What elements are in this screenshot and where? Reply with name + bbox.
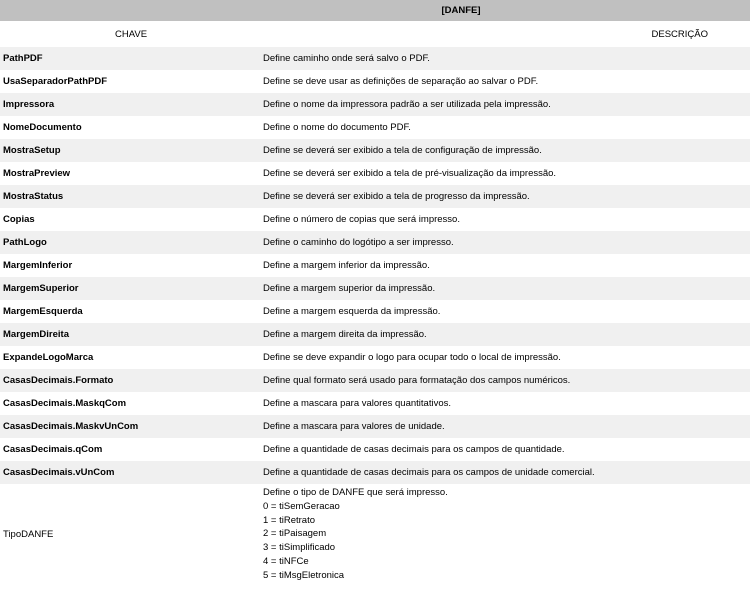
row-description: Define se deverá ser exibido a tela de pré-visualização da impressão. xyxy=(260,162,750,185)
row-description: Define a quantidade de casas decimais para os campos de unidade comercial. xyxy=(260,461,750,484)
row-key: MargemSuperior xyxy=(0,277,260,300)
table-row xyxy=(0,346,750,369)
row-key: MargemDireita xyxy=(0,323,260,346)
row-description: Define a margem superior da impressão. xyxy=(260,277,750,300)
option-item: 5 = tiMsgEletronica xyxy=(263,569,345,581)
table-row xyxy=(0,162,750,185)
option-item: 4 = tiNFCe xyxy=(263,555,309,567)
row-description: Define se deverá ser exibido a tela de progresso da impressão. xyxy=(260,185,750,208)
row-description: Define a mascara para valores quantitativos. xyxy=(260,392,750,415)
row-key: Copias xyxy=(0,208,260,231)
table-row xyxy=(0,323,750,346)
row-description: Define o número de copias que será impresso. xyxy=(260,208,750,231)
row-key: TipoDANFE xyxy=(0,484,260,585)
row-key: MostraStatus xyxy=(0,185,260,208)
table-row xyxy=(0,300,750,323)
table-row xyxy=(0,415,750,438)
table-row xyxy=(0,254,750,277)
row-description: Define a margem direita da impressão. xyxy=(260,323,750,346)
row-key: MargemEsquerda xyxy=(0,300,260,323)
row-key: Impressora xyxy=(0,93,260,116)
row-description: Define o caminho do logótipo a ser impresso. xyxy=(260,231,750,254)
row-description: Define se deve expandir o logo para ocupar todo o local de impressão. xyxy=(260,346,750,369)
row-description xyxy=(260,484,750,585)
row-key: CasasDecimais.Formato xyxy=(0,369,260,392)
row-key: CasasDecimais.vUnCom xyxy=(0,461,260,484)
row-key: CasasDecimais.MaskqCom xyxy=(0,392,260,415)
table-row xyxy=(0,47,750,70)
row-key: PathLogo xyxy=(0,231,260,254)
table-row xyxy=(0,369,750,392)
row-key: CasasDecimais.qCom xyxy=(0,438,260,461)
section-title-row xyxy=(0,0,750,21)
option-item: 0 = tiSemGeracao xyxy=(263,500,340,512)
row-description: Define a mascara para valores de unidade. xyxy=(260,415,750,438)
option-item: 1 = tiRetrato xyxy=(263,514,316,526)
table-body xyxy=(0,47,750,585)
section-title: [DANFE] xyxy=(0,0,750,21)
table-row xyxy=(0,461,750,484)
table-row-tipo-danfe xyxy=(0,484,750,585)
column-header-row xyxy=(0,21,750,47)
table-row xyxy=(0,208,750,231)
table-row xyxy=(0,116,750,139)
row-description: Define a quantidade de casas decimais para os campos de quantidade. xyxy=(260,438,750,461)
row-key: PathPDF xyxy=(0,47,260,70)
row-description: Define a margem inferior da impressão. xyxy=(260,254,750,277)
row-description-text: Define o tipo de DANFE que será impresso. xyxy=(263,487,448,498)
row-description: Define se deverá ser exibido a tela de configuração de impressão. xyxy=(260,139,750,162)
row-key: UsaSeparadorPathPDF xyxy=(0,70,260,93)
table-row xyxy=(0,438,750,461)
row-description: Define caminho onde será salvo o PDF. xyxy=(260,47,750,70)
row-key: MargemInferior xyxy=(0,254,260,277)
table-row xyxy=(0,392,750,415)
table-row xyxy=(0,185,750,208)
row-description: Define a margem esquerda da impressão. xyxy=(260,300,750,323)
table-row xyxy=(0,93,750,116)
row-description: Define o nome do documento PDF. xyxy=(260,116,750,139)
column-header-description: DESCRIÇÃO xyxy=(651,28,708,40)
row-key: MostraPreview xyxy=(0,162,260,185)
row-description: Define qual formato será usado para formatação dos campos numéricos. xyxy=(260,369,750,392)
table-row xyxy=(0,139,750,162)
row-key: CasasDecimais.MaskvUnCom xyxy=(0,415,260,438)
option-item: 2 = tiPaisagem xyxy=(263,528,327,540)
column-header-key: CHAVE xyxy=(115,28,148,40)
table-row xyxy=(0,231,750,254)
row-description: Define o nome da impressora padrão a ser utilizada pela impressão. xyxy=(260,93,750,116)
row-description: Define se deve usar as definições de separação ao salvar o PDF. xyxy=(260,70,750,93)
option-item: 3 = tiSimplificado xyxy=(263,542,336,554)
row-key: ExpandeLogoMarca xyxy=(0,346,260,369)
table-row xyxy=(0,70,750,93)
row-key: NomeDocumento xyxy=(0,116,260,139)
row-key: MostraSetup xyxy=(0,139,260,162)
table-row xyxy=(0,277,750,300)
